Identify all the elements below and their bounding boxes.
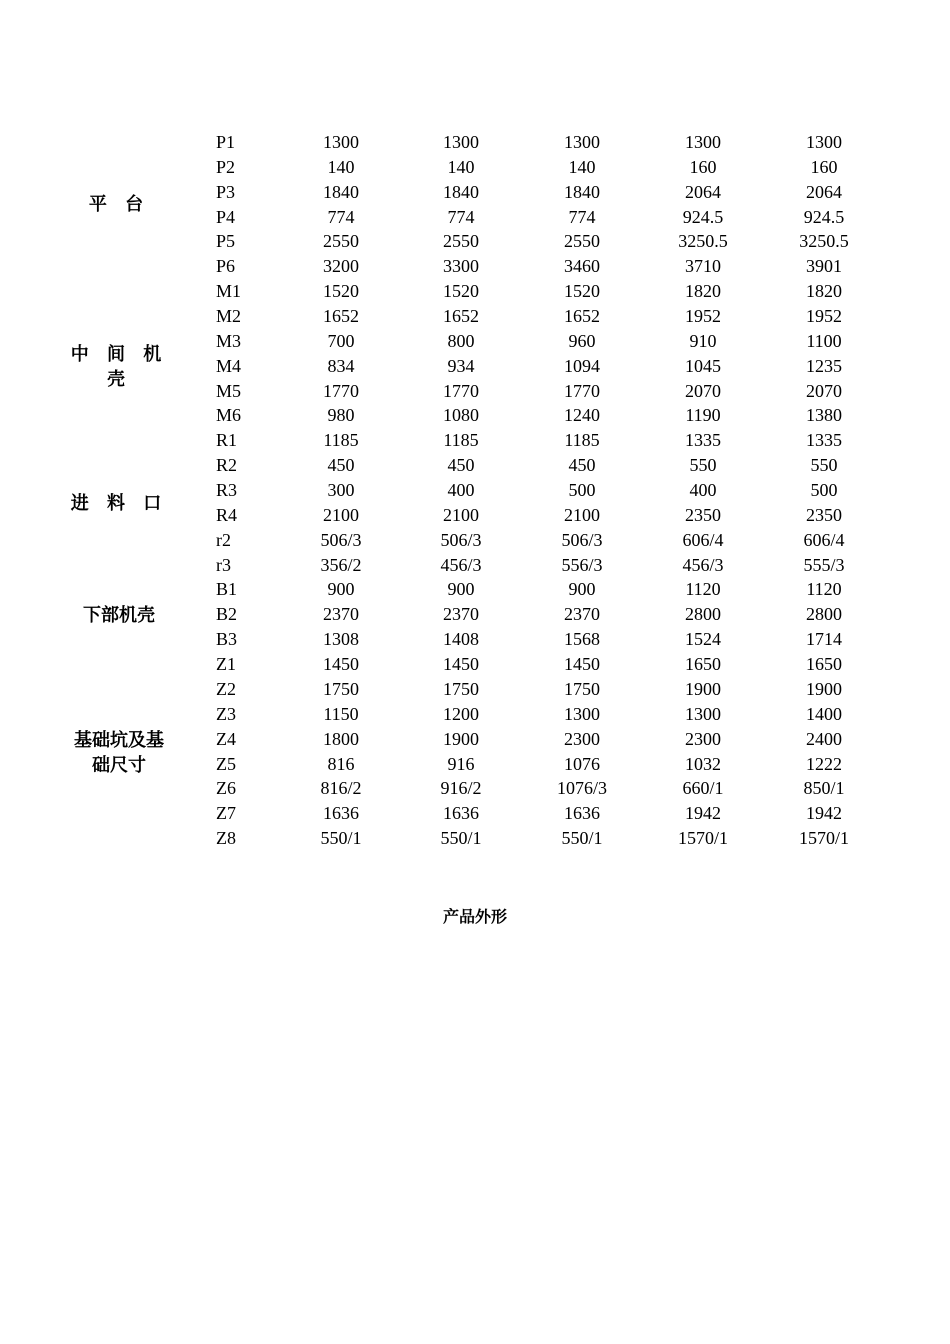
cell-value: 1650 — [806, 654, 842, 675]
cell-value: 550 — [810, 455, 838, 476]
row-code: M2 — [216, 306, 242, 327]
cell-value: 1185 — [323, 430, 359, 451]
cell-value: 1942 — [685, 803, 721, 824]
cell-value: 1520 — [443, 281, 479, 302]
cell-value: 2350 — [685, 504, 721, 525]
cell-value: 1652 — [443, 306, 479, 327]
cell-value: 2550 — [443, 231, 479, 252]
cell-value: 456/3 — [440, 554, 482, 575]
cell-value: 550/1 — [320, 828, 362, 849]
cell-value: 850/1 — [803, 778, 845, 799]
cell-value: 1820 — [806, 281, 842, 302]
cell-value: 1750 — [443, 678, 479, 699]
cell-value: 1300 — [806, 132, 842, 152]
cell-value: 1076/3 — [556, 778, 607, 799]
table-row — [0, 279, 950, 304]
cell-value: 3250.5 — [799, 231, 849, 252]
table-row — [0, 702, 950, 727]
cell-value: 1300 — [685, 132, 721, 152]
row-code: M3 — [216, 330, 242, 351]
cell-value: 916/2 — [440, 778, 482, 799]
cell-value: 2100 — [443, 504, 479, 525]
row-code: R1 — [216, 430, 238, 451]
cell-value: 1900 — [685, 678, 721, 699]
cell-value: 1235 — [806, 355, 842, 376]
row-code: P3 — [216, 181, 236, 202]
cell-value: 900 — [568, 579, 596, 600]
cell-value: 800 — [447, 330, 475, 351]
cell-value: 1900 — [806, 678, 842, 699]
row-code: Z2 — [216, 678, 236, 699]
row-code: Z6 — [216, 778, 236, 799]
row-code: M1 — [216, 281, 242, 302]
table-row — [0, 428, 950, 453]
cell-value: 160 — [810, 156, 838, 177]
row-code: R4 — [216, 504, 238, 525]
cell-value: 2550 — [564, 231, 600, 252]
table-row — [0, 329, 950, 354]
cell-value: 924.5 — [803, 206, 845, 227]
cell-value: 450 — [327, 455, 355, 476]
row-code: R3 — [216, 480, 238, 501]
cell-value: 1380 — [806, 405, 842, 426]
cell-value: 1450 — [443, 654, 479, 675]
table-row — [0, 205, 950, 230]
cell-value: 1100 — [806, 330, 842, 351]
cell-value: 500 — [568, 480, 596, 501]
cell-value: 2300 — [685, 728, 721, 749]
cell-value: 2400 — [806, 728, 842, 749]
row-code: B2 — [216, 604, 238, 625]
cell-value: 1308 — [323, 629, 359, 650]
cell-value: 900 — [447, 579, 475, 600]
table-row — [0, 528, 950, 553]
cell-value: 3250.5 — [678, 231, 728, 252]
cell-value: 2300 — [564, 728, 600, 749]
cell-value: 356/2 — [320, 554, 362, 575]
cell-value: 1750 — [564, 678, 600, 699]
row-code: R2 — [216, 455, 238, 476]
cell-value: 1335 — [806, 430, 842, 451]
cell-value: 160 — [689, 156, 717, 177]
table-row — [0, 553, 950, 578]
row-code: r2 — [216, 529, 231, 550]
cell-value: 1840 — [323, 181, 359, 202]
table-row — [0, 503, 950, 528]
cell-value: 1650 — [685, 654, 721, 675]
cell-value: 1568 — [564, 629, 600, 650]
table-row — [0, 130, 950, 155]
cell-value: 1636 — [443, 803, 479, 824]
cell-value: 2100 — [323, 504, 359, 525]
row-code: r3 — [216, 554, 231, 575]
cell-value: 1200 — [443, 703, 479, 724]
table-row — [0, 304, 950, 329]
cell-value: 140 — [447, 156, 475, 177]
cell-value: 1840 — [564, 181, 600, 202]
cell-value: 550/1 — [561, 828, 603, 849]
cell-value: 1094 — [564, 355, 600, 376]
cell-value: 1524 — [685, 629, 721, 650]
cell-value: 816 — [327, 753, 355, 774]
cell-value: 450 — [568, 455, 596, 476]
table-row — [0, 652, 950, 677]
cell-value: 140 — [327, 156, 355, 177]
group-label-foundation: 基础坑及基 础尺寸 — [74, 730, 164, 776]
cell-value: 3710 — [685, 256, 721, 277]
row-code: P6 — [216, 256, 236, 277]
cell-value: 1190 — [685, 405, 721, 426]
cell-value: 450 — [447, 455, 475, 476]
cell-value: 660/1 — [682, 778, 724, 799]
cell-value: 140 — [568, 156, 596, 177]
cell-value: 1520 — [323, 281, 359, 302]
cell-value: 910 — [689, 330, 717, 351]
cell-value: 506/3 — [561, 529, 603, 550]
table-row — [0, 403, 950, 428]
cell-value: 2370 — [443, 604, 479, 625]
cell-value: 2800 — [806, 604, 842, 625]
cell-value: 1820 — [685, 281, 721, 302]
row-code: M5 — [216, 380, 242, 401]
table-row — [0, 229, 950, 254]
cell-value: 3901 — [806, 256, 842, 277]
cell-value: 506/3 — [320, 529, 362, 550]
cell-value: 2100 — [564, 504, 600, 525]
cell-value: 1750 — [323, 678, 359, 699]
row-code: P2 — [216, 156, 236, 177]
cell-value: 1120 — [685, 579, 721, 600]
cell-value: 1450 — [564, 654, 600, 675]
cell-value: 550/1 — [440, 828, 482, 849]
cell-value: 550 — [689, 455, 717, 476]
cell-value: 300 — [327, 480, 355, 501]
cell-value: 3200 — [323, 256, 359, 277]
row-code: Z8 — [216, 828, 236, 849]
table-row — [0, 577, 950, 602]
cell-value: 1570/1 — [798, 828, 849, 849]
cell-value: 1770 — [564, 380, 600, 401]
cell-value: 1408 — [443, 629, 479, 650]
cell-value: 3460 — [564, 256, 600, 277]
group-label-platform: 平 台 — [88, 194, 150, 215]
cell-value: 555/3 — [803, 554, 845, 575]
cell-value: 1942 — [806, 803, 842, 824]
cell-value: 400 — [689, 480, 717, 501]
table-row — [0, 453, 950, 478]
table-row — [0, 602, 950, 627]
cell-value: 900 — [327, 579, 355, 600]
cell-value: 1952 — [806, 306, 842, 327]
table-row — [0, 627, 950, 652]
table-row — [0, 677, 950, 702]
cell-value: 916 — [447, 753, 475, 774]
table-row — [0, 155, 950, 180]
row-code: Z1 — [216, 654, 236, 675]
table-row — [0, 478, 950, 503]
cell-value: 2070 — [685, 380, 721, 401]
cell-value: 1770 — [323, 380, 359, 401]
cell-value: 2800 — [685, 604, 721, 625]
row-code: Z7 — [216, 803, 236, 824]
cell-value: 1652 — [323, 306, 359, 327]
cell-value: 500 — [810, 480, 838, 501]
row-code: Z3 — [216, 703, 236, 724]
cell-value: 1032 — [685, 753, 721, 774]
cell-value: 506/3 — [440, 529, 482, 550]
cell-value: 816/2 — [320, 778, 362, 799]
cell-value: 1636 — [323, 803, 359, 824]
row-code: P4 — [216, 206, 236, 227]
row-code: Z5 — [216, 753, 236, 774]
cell-value: 960 — [568, 330, 596, 351]
cell-value: 1714 — [806, 629, 842, 650]
cell-value: 1045 — [685, 355, 721, 376]
row-code: P1 — [216, 132, 236, 152]
cell-value: 834 — [327, 355, 355, 376]
cell-value: 2370 — [323, 604, 359, 625]
cell-value: 556/3 — [561, 554, 603, 575]
cell-value: 1150 — [323, 703, 359, 724]
cell-value: 980 — [327, 405, 355, 426]
cell-value: 1952 — [685, 306, 721, 327]
cell-value: 1185 — [443, 430, 479, 451]
cell-value: 1770 — [443, 380, 479, 401]
row-code: M4 — [216, 355, 242, 376]
table-row — [0, 254, 950, 279]
cell-value: 1840 — [443, 181, 479, 202]
cell-value: 606/4 — [803, 529, 845, 550]
table-row — [0, 180, 950, 205]
cell-value: 2370 — [564, 604, 600, 625]
cell-value: 924.5 — [682, 206, 724, 227]
cell-value: 1300 — [323, 132, 359, 152]
cell-value: 2350 — [806, 504, 842, 525]
table-row — [0, 727, 950, 752]
cell-value: 1120 — [806, 579, 842, 600]
cell-value: 1222 — [806, 753, 842, 774]
cell-value: 1450 — [323, 654, 359, 675]
cell-value: 400 — [447, 480, 475, 501]
cell-value: 774 — [327, 206, 355, 227]
cell-value: 2070 — [806, 380, 842, 401]
cell-value: 1185 — [564, 430, 600, 451]
group-label-middle-casing: 中 间 机 壳 — [70, 344, 168, 390]
cell-value: 1335 — [685, 430, 721, 451]
cell-value: 606/4 — [682, 529, 724, 550]
cell-value: 1300 — [685, 703, 721, 724]
cell-value: 1080 — [443, 405, 479, 426]
cell-value: 774 — [568, 206, 596, 227]
table-row — [0, 801, 950, 826]
cell-value: 456/3 — [682, 554, 724, 575]
cell-value: 1570/1 — [677, 828, 728, 849]
row-code: B3 — [216, 629, 238, 650]
cell-value: 1300 — [564, 132, 600, 152]
cell-value: 1240 — [564, 405, 600, 426]
table-row — [0, 752, 950, 777]
cell-value: 1636 — [564, 803, 600, 824]
row-code: P5 — [216, 231, 236, 252]
row-code: B1 — [216, 579, 238, 600]
cell-value: 1076 — [564, 753, 600, 774]
cell-value: 3300 — [443, 256, 479, 277]
cell-value: 1400 — [806, 703, 842, 724]
row-code: Z4 — [216, 728, 236, 749]
table-row — [0, 379, 950, 404]
cell-value: 1300 — [564, 703, 600, 724]
group-label-lower-casing: 下部机壳 — [83, 605, 155, 626]
group-label-feed-inlet: 进 料 口 — [70, 493, 168, 514]
cell-value: 774 — [447, 206, 475, 227]
cell-value: 1520 — [564, 281, 600, 302]
caption-product-outline: 产品外形 — [442, 907, 507, 926]
row-code: M6 — [216, 405, 242, 426]
cell-value: 2064 — [806, 181, 842, 202]
cell-value: 1900 — [443, 728, 479, 749]
cell-value: 1300 — [443, 132, 479, 152]
cell-value: 934 — [447, 355, 475, 376]
table-row — [0, 776, 950, 801]
table-row — [0, 354, 950, 379]
table-row — [0, 826, 950, 851]
cell-value: 1800 — [323, 728, 359, 749]
cell-value: 2550 — [323, 231, 359, 252]
cell-value: 1652 — [564, 306, 600, 327]
cell-value: 2064 — [685, 181, 721, 202]
cell-value: 700 — [327, 330, 355, 351]
